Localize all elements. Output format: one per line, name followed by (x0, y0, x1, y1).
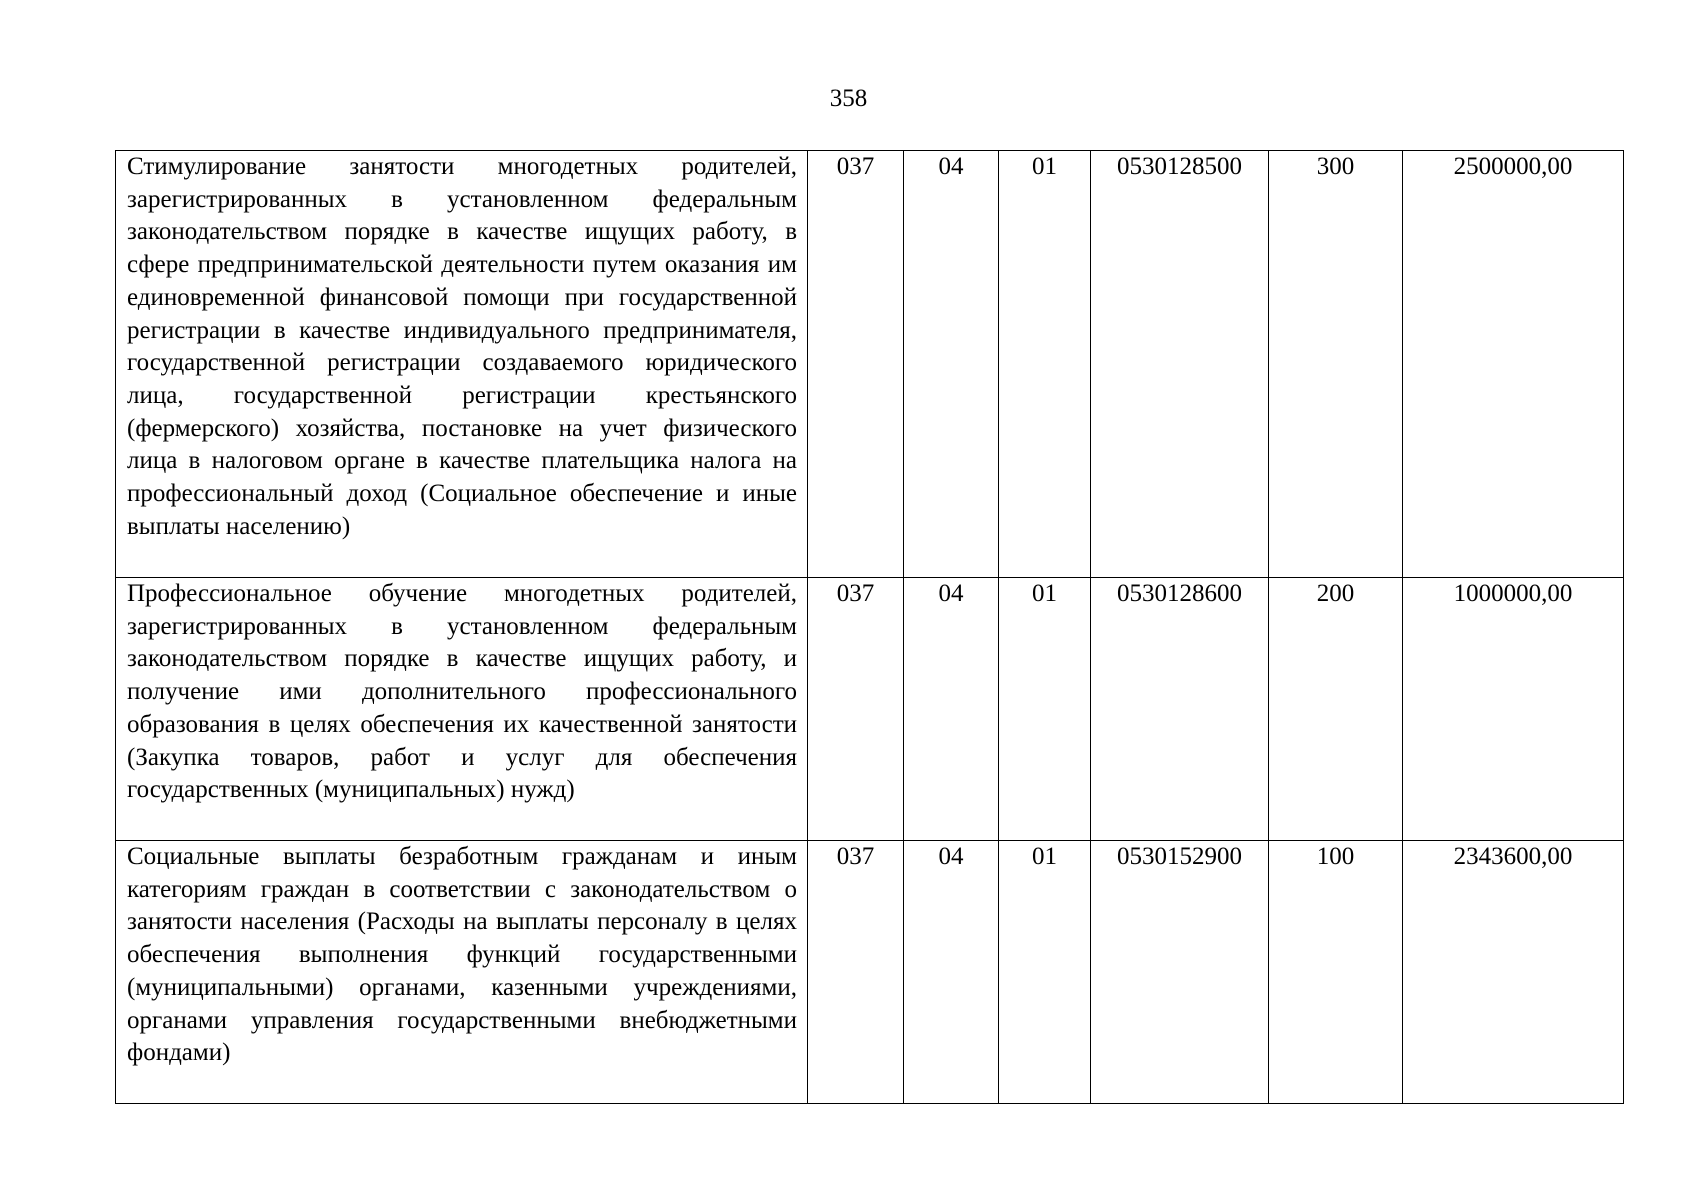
table-row (116, 841, 1624, 1104)
section-code: 04 (904, 578, 999, 841)
target-article-code: 0530152900 (1091, 841, 1269, 1104)
page-number: 358 (829, 85, 868, 112)
table-row (116, 151, 1624, 578)
expense-description-text: Социальные выплаты безработным гражданам и иным категориям граждан в соответствии с законодательством о занятости населения (Расходы на выплаты персоналу в целях обеспечения выполнения функций государственными (муниципальными) органами, казенными учреждениями, органами управления государственными внебюджетными фондами) (127, 843, 797, 1067)
expense-description (116, 841, 808, 1104)
amount-value: 1000000,00 (1403, 578, 1624, 841)
subsection-code: 01 (999, 841, 1091, 1104)
amount-value: 2500000,00 (1403, 151, 1624, 578)
ministry-code: 037 (808, 841, 904, 1104)
expense-type-code: 100 (1269, 841, 1403, 1104)
subsection-code: 01 (999, 578, 1091, 841)
table-row (116, 578, 1624, 841)
ministry-code: 037 (808, 151, 904, 578)
target-article-code: 0530128600 (1091, 578, 1269, 841)
expense-type-code: 300 (1269, 151, 1403, 578)
expense-description (116, 151, 808, 578)
ministry-code: 037 (808, 578, 904, 841)
expense-type-code: 200 (1269, 578, 1403, 841)
budget-table (115, 150, 1624, 1104)
section-code: 04 (904, 841, 999, 1104)
expense-description-text: Стимулирование занятости многодетных родителей, зарегистрированных в установленном федеральным законодательством порядке в качестве ищущих работу, в сфере предпринимательской деятельности путем оказания им единовременной финансовой помощи при государственной регистрации в качестве индивидуального предпринимателя, государственной регистрации создаваемого юридического лица, государственной регистрации крестьянского (фермерского) хозяйства, постановке на учет физического лица в налоговом органе в качестве плательщика налога на профессиональный доход (Социальное обеспечение и иные выплаты населению) (127, 153, 797, 540)
amount-value: 2343600,00 (1403, 841, 1624, 1104)
target-article-code: 0530128500 (1091, 151, 1269, 578)
section-code: 04 (904, 151, 999, 578)
expense-description (116, 578, 808, 841)
expense-description-text: Профессиональное обучение многодетных родителей, зарегистрированных в установленном федеральным законодательством порядке в качестве ищущих работу, и получение ими дополнительного профессионального образования в целях обеспечения их качественной занятости (Закупка товаров, работ и услуг для обеспечения государственных (муниципальных) нужд) (127, 580, 797, 804)
subsection-code: 01 (999, 151, 1091, 578)
